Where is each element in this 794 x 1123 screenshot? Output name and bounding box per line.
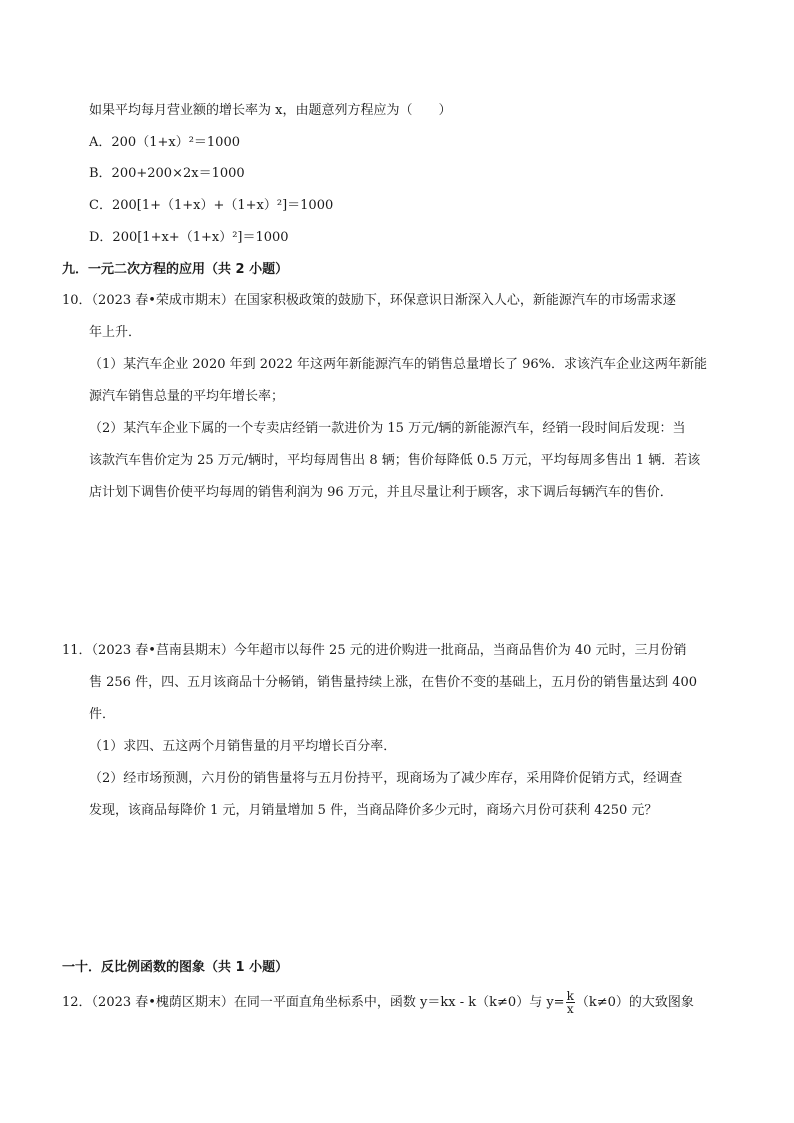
question-11-part-2-line-1: （2）经市场预测，六月份的销售量将与五月份持平，现商场为了减少库存，采用降价促销方式，经调查 (89, 771, 683, 786)
question-12-line-1 (62, 990, 694, 1016)
option-c: C．200[1+（1+x）+（1+x）²]＝1000 (89, 198, 334, 213)
fraction-denominator: x (566, 1002, 574, 1016)
question-10-line-2: 年上升． (89, 325, 142, 340)
option-a: A．200（1+x）²＝1000 (89, 135, 240, 150)
fraction-k-over-x (566, 990, 575, 1015)
option-d: D．200[1+x+（1+x）²]＝1000 (89, 230, 289, 245)
section-9-heading: 九．一元二次方程的应用（共 2 小题） (62, 262, 289, 277)
section-10-heading: 一十．反比例函数的图象（共 1 小题） (62, 960, 289, 975)
question-10-part-2-line-3: 店计划下调售价使平均每周的销售利润为 96 万元，并且尽量让利于顾客，求下调后每辆汽车的售价． (89, 485, 673, 500)
question-10-part-2-line-1: （2）某汽车企业下属的一个专卖店经销一款进价为 15 万元/辆的新能源汽车，经销一段时间后发现：当 (89, 421, 686, 436)
question-10-part-2-line-2: 该款汽车售价定为 25 万元/辆时，平均每周售出 8 辆；售价每降低 0.5 万元，平均每周多售出 1 辆．若该 (89, 453, 701, 468)
question-10-line-1: 10．（2023 春•荣成市期末）在国家积极政策的鼓励下，环保意识日渐深入人心，新能源汽车的市场需求逐 (62, 293, 676, 308)
question-10-part-1-line-1: （1）某汽车企业 2020 年到 2022 年这两年新能源汽车的销售总量增长了 96%．求该汽车企业这两年新能 (89, 357, 707, 372)
question-12-suffix: （k≠0）的大致图象 (575, 995, 694, 1010)
fraction-numerator: k (566, 989, 574, 1003)
option-b: B．200+200×2x＝1000 (89, 166, 245, 181)
question-11-part-2-line-2: 发现，该商品每降价 1 元，月销量增加 5 件，当商品降价多少元时，商场六月份可获利 4250 元？ (89, 803, 658, 818)
question-9-stem: 如果平均每月营业额的增长率为 x，由题意列方程应为（ ） (89, 103, 452, 118)
question-11-line-1: 11．（2023 春•莒南县期末）今年超市以每件 25 元的进价购进一批商品，当商品售价为 40 元时，三月份销 (62, 643, 687, 658)
question-11-line-3: 件． (89, 707, 116, 722)
question-11-line-2: 售 256 件，四、五月该商品十分畅销，销售量持续上涨，在售价不变的基础上，五月份的销售量达到 400 (89, 675, 698, 690)
question-11-part-1: （1）求四、五这两个月销售量的月平均增长百分率． (89, 739, 397, 754)
question-12-prefix: 12．（2023 春•槐荫区期末）在同一平面直角坐标系中，函数 y＝kx - k（k≠0）与 y= (62, 995, 565, 1010)
question-10-part-1-line-2: 源汽车销售总量的平均年增长率； (89, 389, 285, 404)
